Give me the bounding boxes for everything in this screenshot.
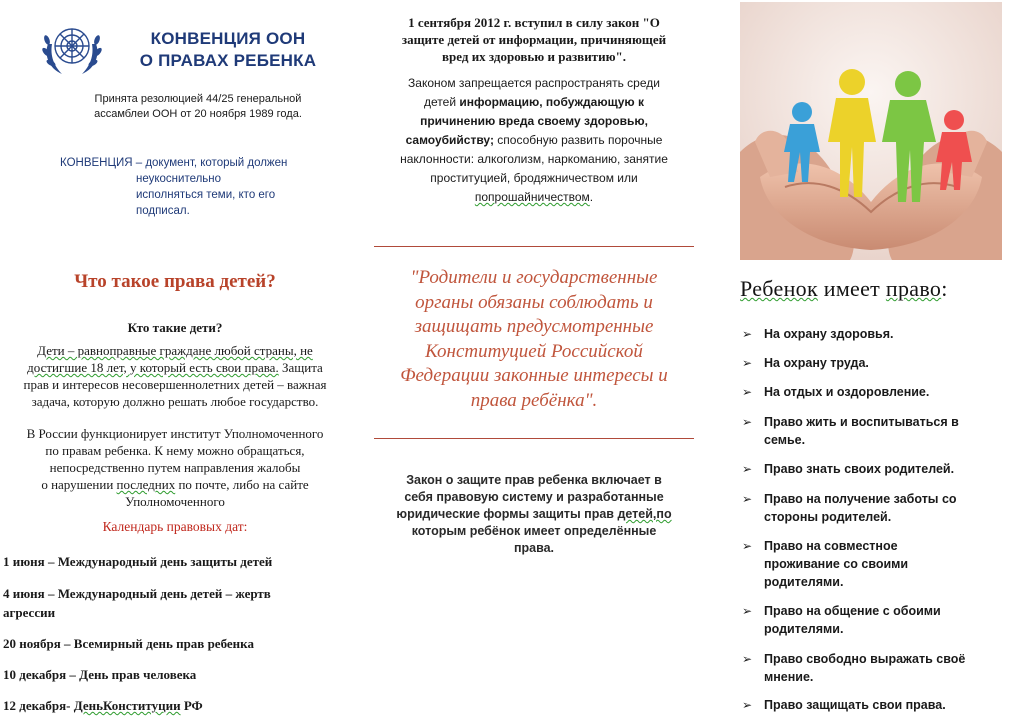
body-fragment: информацию, побуждающую к [459, 95, 644, 109]
list-item-line: проживание со своими [764, 557, 909, 571]
date-item: 20 ноября – Всемирный день прав ребенка [3, 636, 254, 651]
arrow-bullet-icon: ➢ [742, 356, 753, 370]
body-fragment: способную развить порочные [493, 133, 663, 147]
arrow-bullet-icon: ➢ [742, 698, 753, 712]
information-law-body [368, 74, 700, 207]
paragraph-fragment: детей,по [617, 507, 672, 521]
list-item-line: Право на совместное [764, 539, 898, 553]
paragraph-fragment: последних [116, 477, 176, 492]
list-item-line: Право свободно выражать своё [764, 652, 966, 666]
body-fragment: самоубийству; [405, 133, 494, 147]
list-item-line: родителями. [764, 575, 844, 589]
paragraph-line: В России функционирует институт Уполномоченного [26, 426, 324, 441]
arrow-bullet-icon: ➢ [742, 385, 753, 399]
title-line: защите детей от информации, причиняющей [401, 32, 667, 47]
paragraph-line: Дети – равноправные граждане любой страны, не [37, 343, 313, 358]
ombudsman-paragraph [0, 425, 350, 510]
quote-line: права ребёнка". [470, 389, 598, 411]
list-item-line: Право на общение с обоими [764, 604, 941, 618]
paragraph-line [0, 359, 350, 376]
who-are-children-heading: Кто такие дети? [127, 320, 223, 335]
paragraph-line: прав и интересов несовершеннолетних детей – важная [23, 377, 327, 392]
paragraph-line [0, 476, 350, 493]
left-panel [0, 0, 350, 716]
body-fragment: детей [424, 95, 460, 109]
paragraph-fragment: Защита [278, 360, 323, 375]
list-item-line: стороны родителей. [764, 510, 892, 524]
divider-bottom [374, 438, 694, 439]
definition-line: неукоснительно [136, 173, 222, 185]
list-item [742, 537, 1020, 591]
arrow-bullet-icon: ➢ [742, 415, 753, 429]
arrow-bullet-icon: ➢ [742, 539, 753, 553]
calendar-heading: Календарь правовых дат: [102, 519, 248, 534]
paragraph-line: непосредственно путем направления жалобы [49, 460, 301, 475]
paragraph-line: Уполномоченного [125, 494, 225, 509]
date-fragment: ДеньКонституции [73, 698, 181, 713]
list-item-line: мнение. [764, 670, 814, 684]
body-line [368, 112, 700, 131]
children-definition-paragraph [0, 342, 350, 410]
date-fragment: РФ [180, 698, 203, 713]
list-item-line: Право жить и воспитываться в [764, 415, 959, 429]
body-line [368, 188, 700, 207]
body-fragment: причинению вреда своему здоровью, [420, 114, 648, 128]
quote-line: Федерации законные интересы и [400, 365, 668, 386]
date-item [3, 697, 333, 715]
title-line: КОНВЕНЦИЯ ООН [150, 29, 306, 48]
paragraph-fragment: достигшие 18 лет, у который есть свои права. [27, 360, 279, 375]
convention-definition [60, 155, 300, 219]
paragraph-line: задача, которую должно решать любое государство. [31, 394, 319, 409]
title-line: вред их здоровью и развитию". [442, 49, 626, 64]
paragraph-line: по правам ребенка. К нему можно обращаться, [45, 443, 305, 458]
list-item-line: Право защищать свои права. [764, 698, 946, 712]
un-emblem-icon [38, 14, 106, 82]
paragraph-line: себя правовую систему и разработанные [404, 490, 664, 504]
right-panel [740, 0, 1024, 716]
divider-top [374, 246, 694, 247]
list-item-line: Право на получение заботы со [764, 492, 957, 506]
quote-line: органы обязаны соблюдать и [415, 291, 653, 313]
heading-fragment: имеет [817, 276, 886, 301]
adoption-note [78, 92, 318, 122]
definition-line: подписал. [136, 205, 190, 217]
list-item [742, 325, 1020, 343]
date-item: 1 июня – Международный день защиты детей [3, 554, 273, 569]
list-item-line: На отдых и оздоровление. [764, 385, 930, 399]
date-item: 4 июня – Международный день детей – жертв [3, 586, 271, 601]
title-line: 1 сентября 2012 г. вступил в силу закон "О [408, 15, 660, 30]
body-line: наклонности: алкоголизм, наркоманию, занятие [400, 152, 668, 166]
paragraph-line: Закон о защите прав ребенка включает в [406, 473, 662, 487]
paragraph-fragment: о нарушении [41, 477, 117, 492]
date-item: 10 декабря – День прав человека [3, 667, 197, 682]
adoption-line: Принята резолюцией 44/25 генеральной [94, 93, 302, 105]
list-item [742, 696, 1020, 714]
body-line: Законом запрещается распространять среди [408, 76, 660, 90]
paragraph-line: права. [513, 541, 555, 555]
list-item [742, 650, 1020, 686]
hands-holding-family-icon [740, 2, 1002, 260]
paragraph-line: которым ребёнок имеет определённые [411, 524, 657, 538]
hands-family-photo [740, 2, 1002, 260]
child-rights-law-paragraph [370, 472, 698, 557]
list-item [742, 602, 1020, 638]
heading-fragment: Ребенок [740, 276, 818, 301]
arrow-bullet-icon: ➢ [742, 327, 753, 341]
date-fragment: 12 декабря- [3, 698, 74, 713]
parents-quote [372, 266, 696, 413]
list-item-line: родителями. [764, 622, 844, 636]
body-fragment: попрошайничеством [474, 190, 590, 204]
paragraph-line [370, 506, 698, 523]
definition-line: КОНВЕНЦИЯ – документ, который должен [60, 157, 288, 169]
paragraph-fragment: юридические формы защиты прав [396, 507, 618, 521]
list-item [742, 490, 1020, 526]
adoption-line: ассамблеи ООН от 20 ноября 1989 года. [94, 108, 302, 120]
heading-fragment: : [941, 276, 948, 301]
body-fragment: . [589, 190, 594, 204]
arrow-bullet-icon: ➢ [742, 492, 753, 506]
list-item [742, 413, 1020, 449]
quote-line: "Родители и государственные [410, 267, 658, 288]
list-item-line: Право знать своих родителей. [764, 462, 955, 476]
list-item [742, 383, 1020, 401]
information-law-title [368, 14, 700, 65]
body-line [368, 93, 700, 112]
child-has-right-heading [740, 276, 1024, 302]
convention-title [118, 28, 338, 72]
quote-line: Конституцией Российской [425, 340, 643, 362]
children-rights-heading: Что такое права детей? [74, 271, 276, 292]
title-line: О ПРАВАХ РЕБЕНКА [139, 51, 317, 70]
arrow-bullet-icon: ➢ [742, 462, 753, 476]
arrow-bullet-icon: ➢ [742, 604, 753, 618]
body-line: проституцией, бродяжничеством или [430, 171, 638, 185]
heading-fragment: право [885, 276, 942, 301]
date-item: агрессии [3, 605, 56, 620]
definition-line: исполняться теми, кто его [136, 189, 276, 201]
list-item-line: На охрану здоровья. [764, 327, 894, 341]
paragraph-fragment: по почте, либо на сайте [175, 477, 309, 492]
body-line [368, 131, 700, 150]
list-item-line: семье. [764, 433, 806, 447]
list-item [742, 354, 1020, 372]
quote-line: защищать предусмотренные [414, 316, 654, 337]
middle-panel [368, 0, 700, 716]
list-item [742, 460, 1020, 478]
arrow-bullet-icon: ➢ [742, 652, 753, 666]
list-item-line: На охрану труда. [764, 356, 869, 370]
